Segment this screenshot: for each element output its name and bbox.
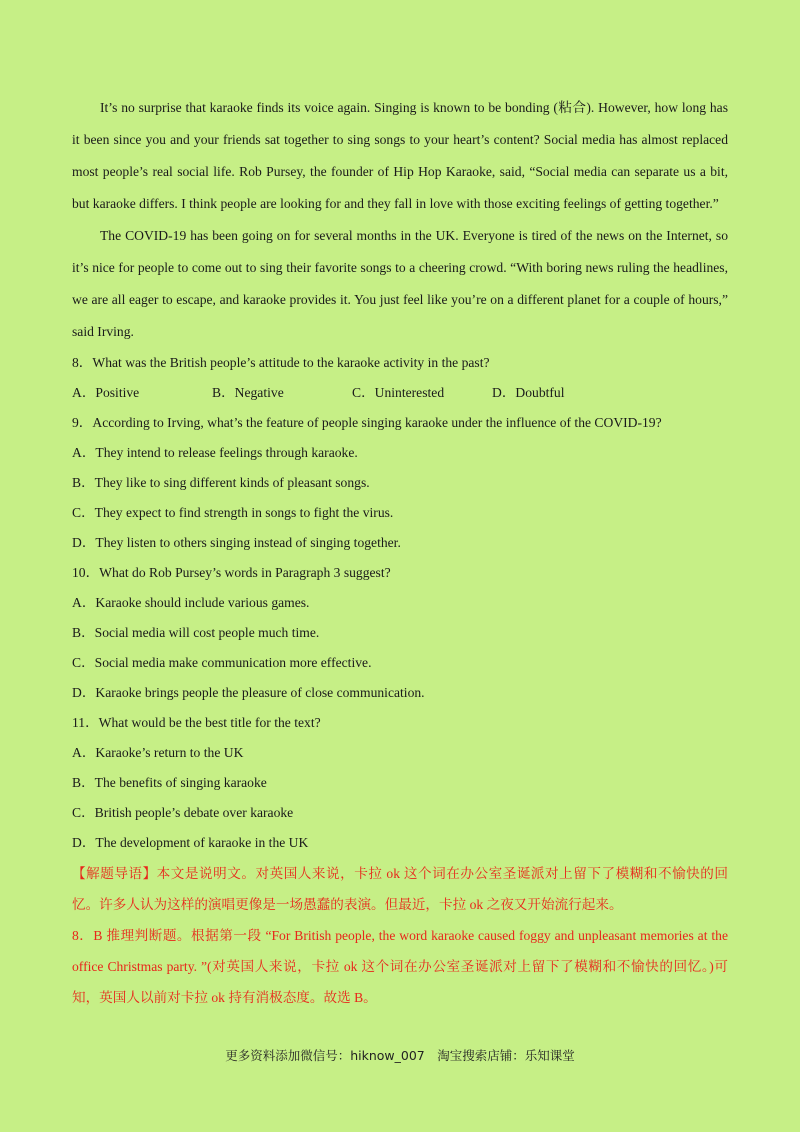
question-11-option-d: D．The development of karaoke in the UK [72,835,309,850]
document-content [72,92,728,1013]
question-9-option-a: A．They intend to release feelings through karaoke. [72,445,358,460]
question-9-option-b: B．They like to sing different kinds of pleasant songs. [72,475,370,490]
analysis-guide: 【解题导语】本文是说明文。对英国人来说，卡拉 ok 这个词在办公室圣诞派对上留下了模糊和不愉快的回忆。许多人认为这样的演唱更像是一场愚蠢的表演。但最近，卡拉 ok 之夜又开始流行起来。 [72,866,728,912]
question-11-option-a: A．Karaoke’s return to the UK [72,745,244,760]
question-9-option-c: C．They expect to find strength in songs to fight the virus. [72,505,394,520]
question-10-option-c: C．Social media make communication more effective. [72,655,372,670]
question-8-stem: 8．What was the British people’s attitude to the karaoke activity in the past? [72,355,490,370]
question-8-options [72,378,728,408]
question-11-option-c: C．British people’s debate over karaoke [72,805,294,820]
question-11-option-b: B．The benefits of singing karaoke [72,775,267,790]
passage-paragraph-1: It’s no surprise that karaoke finds its voice again. Singing is known to be bonding (粘合). However, how long has it been since you and your friends sat together to sing songs to your heart’s content? Social media has almost replaced most people’s real social life. Rob Pursey, the founder of Hip Hop Karaoke, said, “Social media can separate us a bit, but karaoke differs. I think people are looking for and they fall in love with those exciting feelings of getting together.” [72,100,728,211]
answer-8-explanation: 8．B 推理判断题。根据第一段 “For British people, the word karaoke caused foggy and unpleasant memories at the office Christmas party. ”(对英国人来说，卡拉 ok 这个词在办公室圣诞派对上留下了模糊和不愉快的回忆。)可知，英国人以前对卡拉 ok 持有消极态度。故选 B。 [72,928,728,1005]
question-10-option-a: A．Karaoke should include various games. [72,595,310,610]
question-8-option-c: C．Uninterested [352,385,445,400]
question-11-stem: 11．What would be the best title for the text? [72,715,321,730]
question-9-stem: 9．According to Irving, what’s the feature of people singing karaoke under the influence of the COVID-19? [72,415,662,430]
question-10-option-b: B．Social media will cost people much time. [72,625,320,640]
question-10-stem: 10．What do Rob Pursey’s words in Paragraph 3 suggest? [72,565,391,580]
question-10-option-d: D．Karaoke brings people the pleasure of close communication. [72,685,425,700]
question-8-option-b: B．Negative [212,385,284,400]
passage-paragraph-2: The COVID-19 has been going on for several months in the UK. Everyone is tired of the news on the Internet, so it’s nice for people to come out to sing their favorite songs to a cheering crowd. “With boring news ruling the headlines, we are all eager to escape, and karaoke provides it. You just feel like you’re on a different planet for a couple of hours,” said Irving. [72,228,728,339]
page-footer: 更多资料添加微信号：hiknow_007 淘宝搜索店铺：乐知课堂 [225,1048,575,1063]
question-8-option-a: A．Positive [72,385,140,400]
question-8-option-d: D．Doubtful [492,385,565,400]
question-9-option-d: D．They listen to others singing instead of singing together. [72,535,401,550]
